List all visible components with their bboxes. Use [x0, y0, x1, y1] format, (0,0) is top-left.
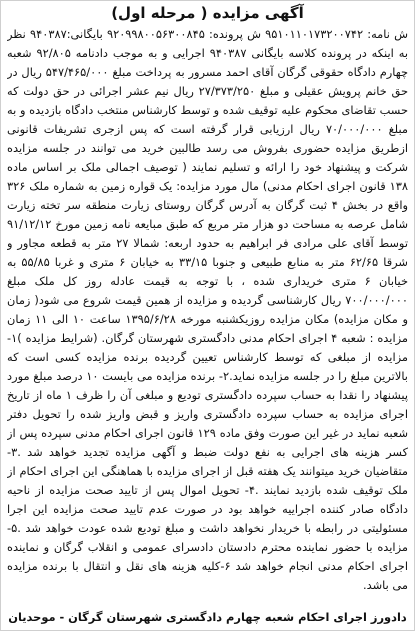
notice-body — [7, 25, 408, 606]
notice-signature: دادورز اجرای احکام شعبه چهارم دادگستری شهرستان گرگان - موحدیان — [8, 610, 407, 624]
notice-title: آگهی مزایده ( مرحله اول) — [111, 4, 304, 22]
notice-paragraph: ش نامه: ۹۵۱۰۱۱۰۱۷۳۲۰۰۷۴۲ ش پرونده: ۹۲۰۹۹۸۰۰۵۶۳۰۰۸۴۵ بایگانی:۹۴۰۳۸۷ نظر به اینکه در پرونده کلاسه بایگانی ۹۴۰۳۸۷ اجرایی و به موجب دادنامه ۹۲/۸۰۵ شعبه چهارم دادگاه حقوقی گرگان آقای احمد مسرور به پرداخت مبلغ ۵۴۷/۴۶۵/۰۰۰ ریال در حق خانم پرویش عقیلی و مبلغ ۲۷/۳۷۳/۲۵۰ ریال نیم عشر اجرائی در حق دولت که حسب تقاضای محکوم علیه توقیف شده و توسط کارشناس منتخب دادگاه بازدیده و به مبلغ ۷۰/۰۰۰/۰۰۰ ریال ارزیابی قرار گرفته است که پس ازجری تشریفات قانونی ازطریق مزایده حضوری بفروش می رسد طالبین خرید می توانند در جلسه مزایده شرکت و پیشنهاد خود را ارائه و تسلیم نمایند ( توصیف اجمالی ملک بر اساس ماده ۱۳۸ قانون اجرای احکام مدنی) مال مورد مزایده: یک قواره زمین به شماره ملک ۳۲۶ واقع در بخش ۴ ثبت گرگان به آدرس گرگان روستای زیارت منطقه سر تخته زیارت شامل عرصه به مساحت دو هزار متر مربع که طبق مبایعه نامه زمین مورخ ۹۱/۱۲/۱۲ توسط آقای علی مرادی فر ابراهیم به حدود اربعه: شمالا ۲۷ متر به قطعه مجاور و شرقا ۶۲/۶۵ متر به منابع طبیعی و جنوبا ۳۳/۱۵ به خیابان ۶ متری و غربا ۵۵/۸۵ به خیابان ۶ متری خریداری شده ، با توجه به قیمت عادله روز کل ملک مبلغ ۷۰۰/۰۰۰/۰۰۰ ریال کارشناسی گردیده و مزایده از همین قیمت شروع می شود( زمان و مکان مزایده) مکان مزایده روزیکشنبه مورخه ۱۳۹۵/۶/۲۸ ساعت ۱۰ الی ۱۱ زمان مزایده : شعبه ۴ اجرای احکام مدنی دادگستری شهرستان گرگان. (شرایط مزایده )۱- مزایده از مبلغی که توسط کارشناس تعیین گردیده برنده مزایده کسی است که بالاترین مبلغ را در جلسه مزایده نماید.۲- برنده مزایده می بایست ۱۰ درصد مبلغ مورد پیشنهاد را نقدا به حساب سپرده دادگستری تودیع و مبلغی آن را ظرف ۱ ماه از تاریخ اجرای مزایده به حساب سپرده دادگستری واریز و قبض واریز شده را تحویل دفتر شعبه نماید در غیر این صورت وفق ماده ۱۲۹ قانون اجرای احکام مدنی سپرده پس از کسر هزینه های اجرایی به نفع دولت ضبط و آگهی مزایده تجدید خواهد شد .۳- متقاضیان خرید میتوانند یک هفته قبل از اجرای مزایده با هماهنگی این اجرای احکام از ملک توقیف شده بازدید نمایند .۴- تحویل اموال پس از تایید صحت مزایده از ناحیه دادگاه صادر کننده اجراییه خواهد بود در صورت عدم تایید صحت مزایده این اجرا مسئولیتی در رابطه با خریدار نخواهد داشت و مبلغ تودیع شده عودت خواهد شد .۵- مزایده با حضور نماینده محترم دادستان دادسرای عمومی و انقلاب گرگان و نماینده اجرای احکام مدنی انجام خواهد شد ۶-کلیه هزینه های نقل و انتقال با برنده مزایده می باشد. — [7, 27, 408, 592]
